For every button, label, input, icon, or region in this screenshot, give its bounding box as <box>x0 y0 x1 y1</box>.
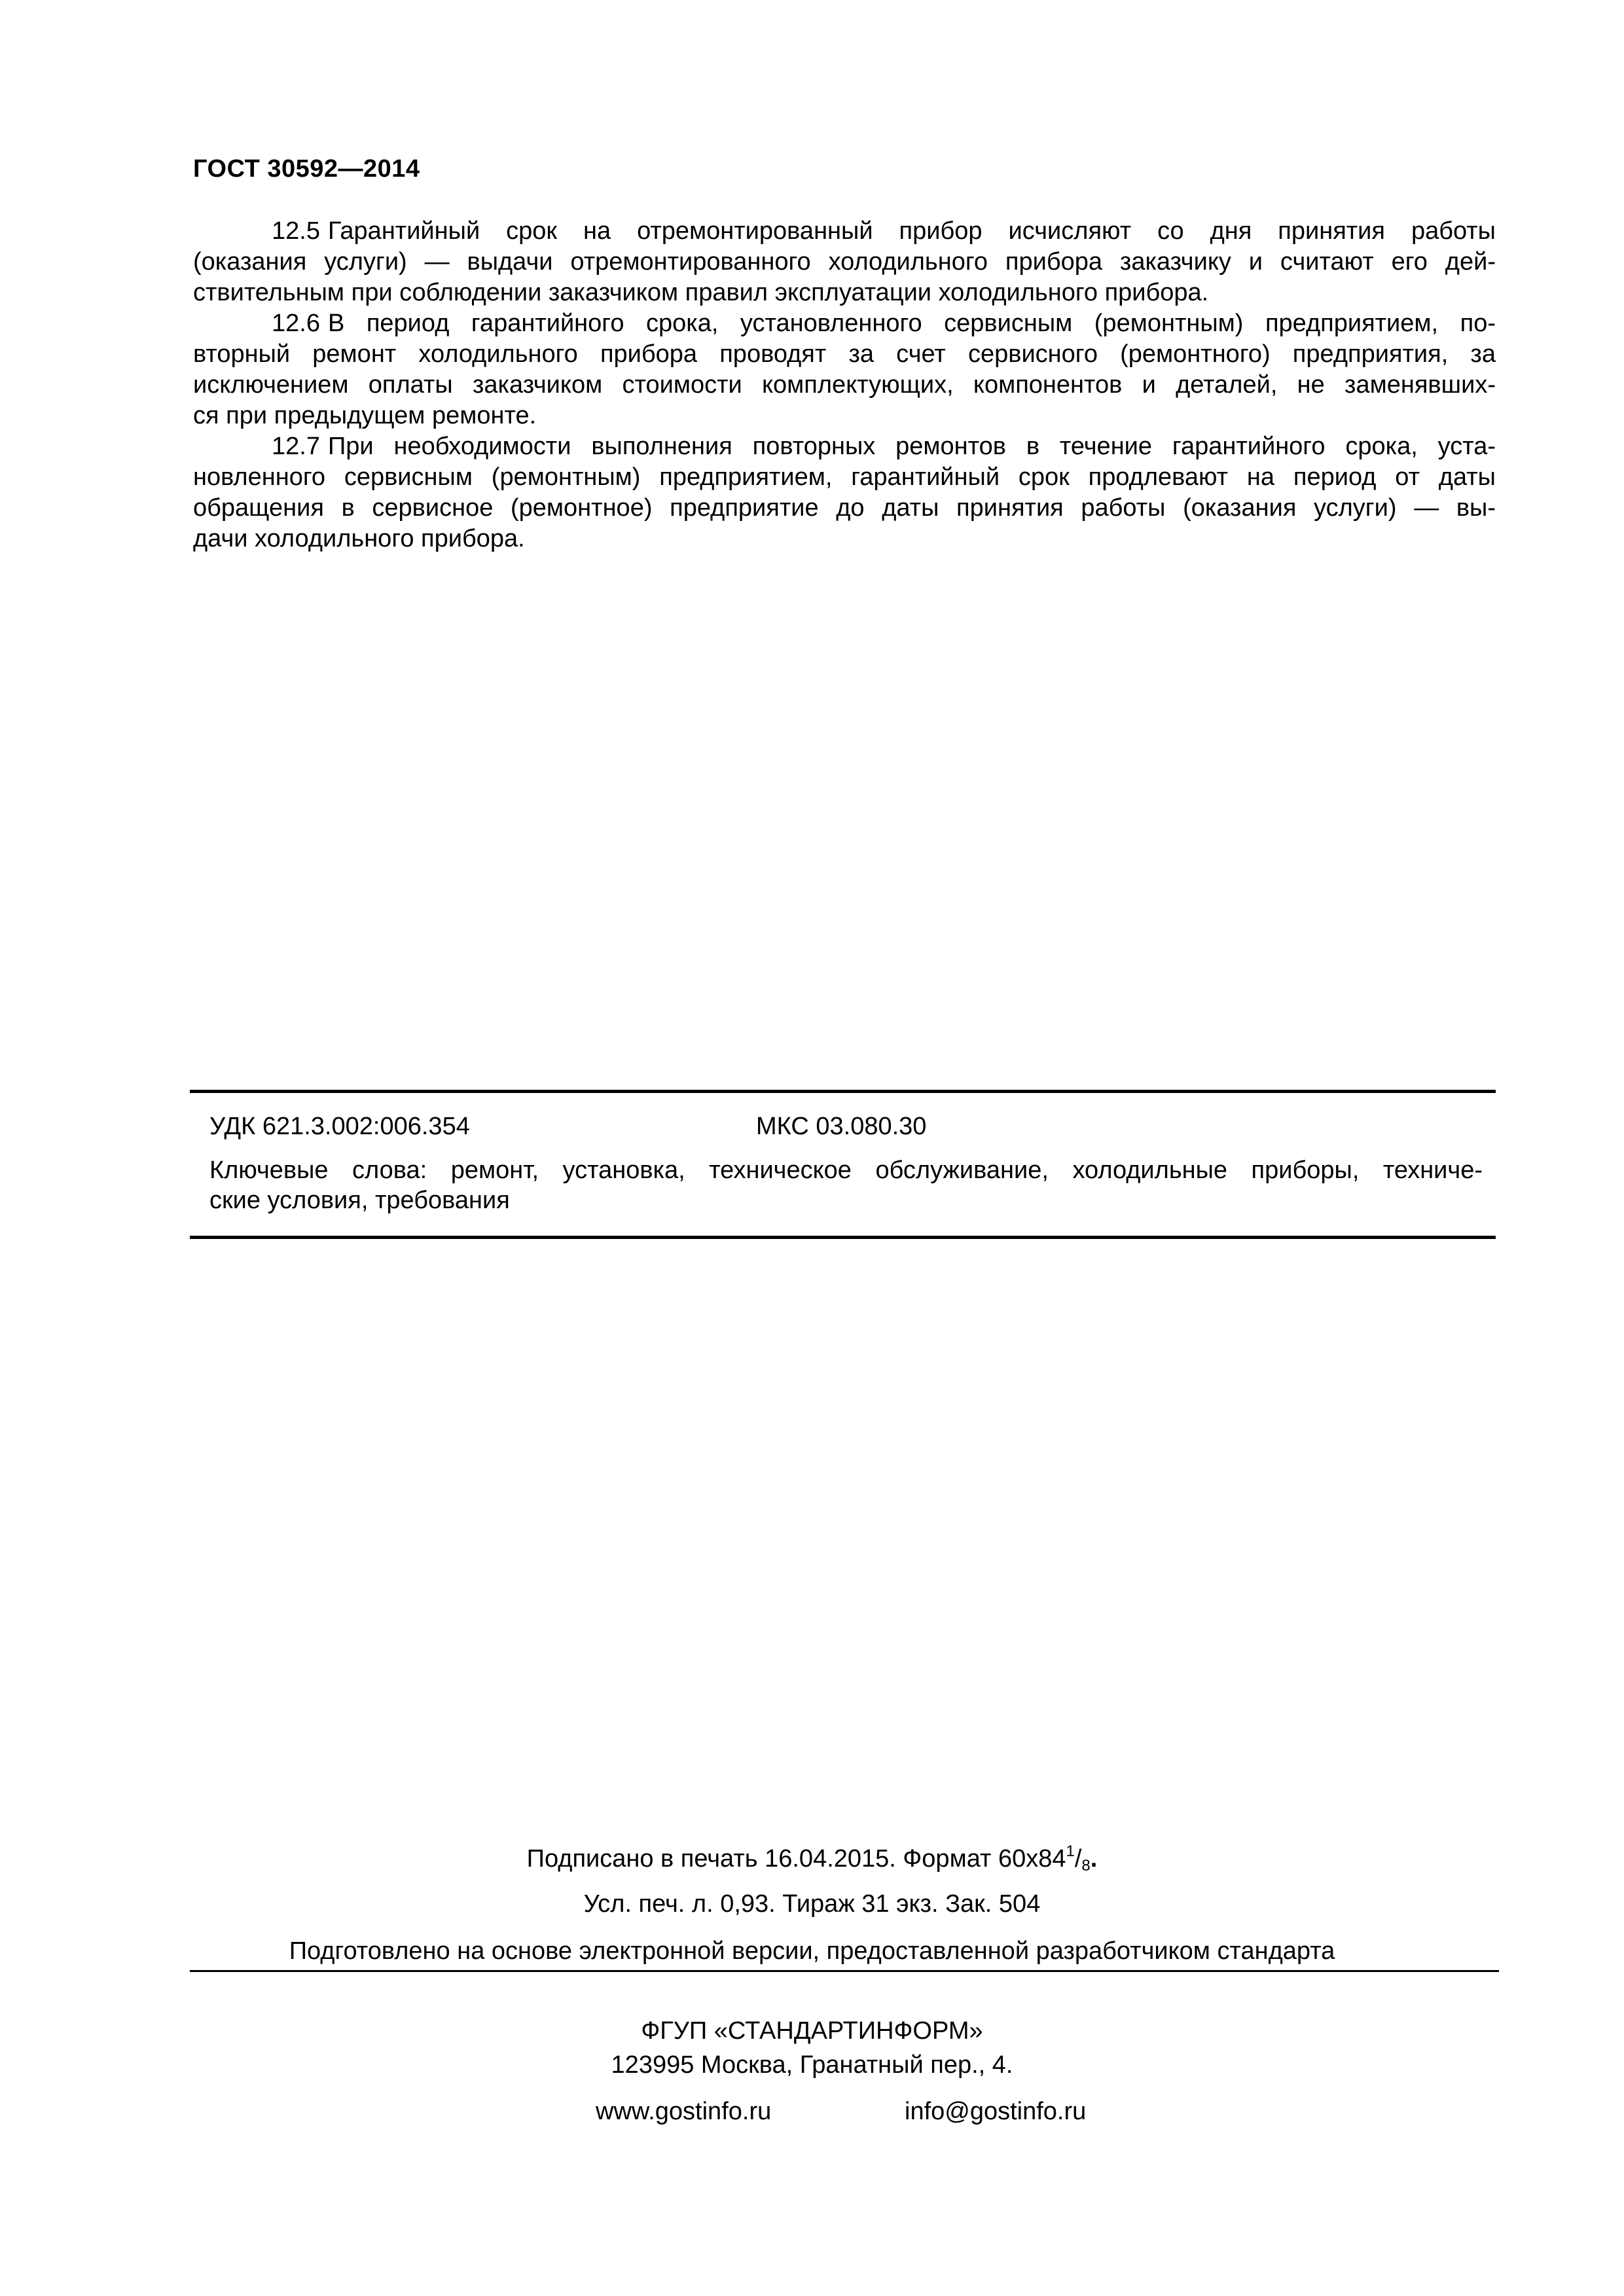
clause-text-line: В период гарантийного срока, установленного сервисным (ремонтным) предприятием, по- <box>327 310 1496 337</box>
clause-text-line: При необходимости выполнения повторных ремонтов в течение гарантийного срока, уста- <box>327 433 1496 460</box>
clause-12-5 <box>193 216 1496 308</box>
clause-text-line: исключением оплаты заказчиком стоимости комплектующих, компонентов и деталей, не заменявших- <box>193 371 1496 399</box>
clause-text-line: ствительным при соблюдении заказчиком правил эксплуатации холодильного прибора. <box>193 279 1209 306</box>
publisher-website-link[interactable]: www.gostinfo.ru <box>596 2098 772 2125</box>
classification-bottom-rule <box>190 1236 1496 1239</box>
clause-text-line: дачи холодильного прибора. <box>193 525 525 552</box>
document-code-header: ГОСТ 30592—2014 <box>193 155 420 183</box>
keywords-block <box>209 1155 1483 1215</box>
clause-number: 12.5 <box>272 217 320 245</box>
format-period: . <box>1090 1845 1098 1873</box>
clause-text-line: вторный ремонт холодильного прибора проводят за счет сервисного (ремонтного) предприятия, за <box>193 340 1496 368</box>
clause-12-6 <box>193 308 1496 431</box>
publisher-address: 123995 Москва, Гранатный пер., 4. <box>611 2051 1013 2079</box>
classification-top-rule <box>190 1090 1496 1093</box>
clause-text-line: (оказания услуги) — выдачи отремонтированного холодильного прибора заказчику и считают его дей- <box>193 248 1496 276</box>
clause-text-line: новленного сервисным (ремонтным) предприятием, гарантийный срок продлевают на период от даты <box>193 463 1496 491</box>
publisher-email-link[interactable]: info@gostinfo.ru <box>905 2098 1087 2125</box>
keywords-line: ские условия, требования <box>209 1187 510 1214</box>
udk-code: УДК 621.3.002:006.354 <box>209 1113 470 1140</box>
clauses-section <box>193 216 1496 554</box>
clause-text-line: Гарантийный срок на отремонтированный прибор исчисляют со дня принятия работы <box>327 217 1496 245</box>
mks-code: МКС 03.080.30 <box>756 1113 927 1140</box>
format-superscript: 1 <box>1066 1842 1075 1860</box>
keywords-line: Ключевые слова: ремонт, установка, техническое обслуживание, холодильные приборы, техниче- <box>209 1157 1483 1184</box>
prepared-note: Подготовлено на основе электронной версии, предоставленной разработчиком стандарта <box>289 1937 1335 1965</box>
signed-for-print <box>0 1842 1624 1875</box>
signed-text: Подписано в печать 16.04.2015. Формат 60x84 <box>526 1845 1066 1873</box>
clause-number: 12.7 <box>272 433 320 460</box>
clause-12-7 <box>193 431 1496 554</box>
clause-text-line: ся при предыдущем ремонте. <box>193 402 537 429</box>
format-subscript: 8 <box>1081 1857 1091 1874</box>
publisher-name: ФГУП «СТАНДАРТИНФОРМ» <box>641 2017 983 2045</box>
format-slash: / <box>1074 1845 1082 1873</box>
imprint-rule <box>190 1970 1499 1972</box>
clause-text-line: обращения в сервисное (ремонтное) предприятие до даты принятия работы (оказания услуги) — вы- <box>193 494 1496 522</box>
clause-number: 12.6 <box>272 310 320 337</box>
print-details: Усл. печ. л. 0,93. Тираж 31 экз. Зак. 504 <box>583 1890 1041 1918</box>
